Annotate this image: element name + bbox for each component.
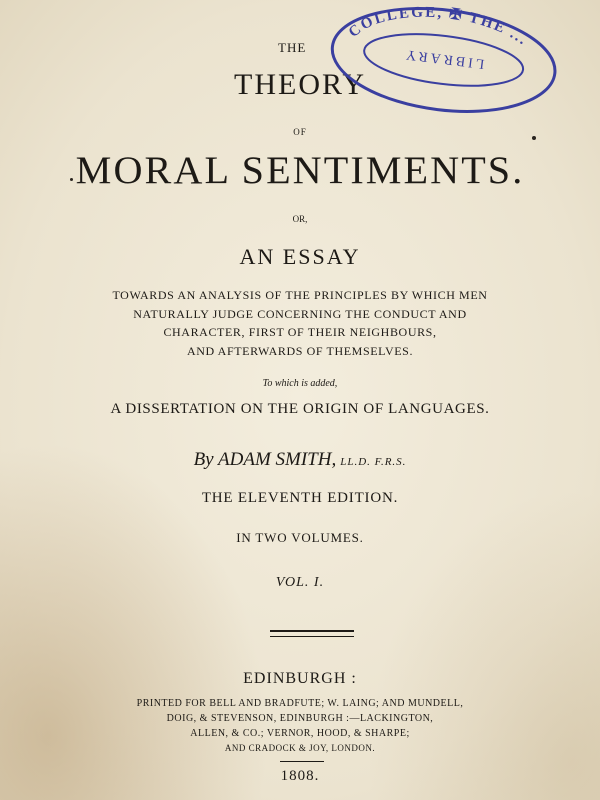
stamp-inner-text: LIBRARY bbox=[402, 46, 486, 71]
author-name: By ADAM SMITH, bbox=[193, 449, 337, 470]
dissertation-title: A DISSERTATION ON THE ORIGIN OF LANGUAGES. bbox=[110, 401, 490, 417]
title-theory: THEORY bbox=[234, 68, 366, 101]
subtitle-line: TOWARDS AN ANALYSIS OF THE PRINCIPLES BY WHICH MEN bbox=[112, 288, 488, 302]
ink-speck bbox=[70, 178, 73, 181]
publication-year: 1808. bbox=[280, 768, 320, 784]
an-essay-heading: AN ESSAY bbox=[239, 244, 361, 269]
short-rule-divider bbox=[280, 761, 324, 763]
library-stamp bbox=[320, 0, 568, 126]
imprint-place: EDINBURGH : bbox=[243, 670, 357, 687]
ink-speck bbox=[532, 136, 536, 140]
double-rule-divider bbox=[270, 630, 354, 637]
stamp-outer-text: COLLEGE, ✠ THE ... bbox=[345, 4, 532, 50]
added-note: To which is added, bbox=[262, 378, 338, 389]
title-of: OF bbox=[293, 127, 307, 137]
volumes-line: IN TWO VOLUMES. bbox=[236, 530, 364, 545]
title-the: THE bbox=[278, 40, 307, 55]
imprint-line: AND CRADOCK & JOY, LONDON. bbox=[224, 743, 376, 753]
author-line bbox=[0, 449, 600, 471]
title-or: OR, bbox=[292, 214, 308, 224]
subtitle-line: CHARACTER, FIRST OF THEIR NEIGHBOURS, bbox=[163, 325, 437, 339]
imprint-line: ALLEN, & CO.; VERNOR, HOOD, & SHARPE; bbox=[190, 728, 410, 739]
imprint-line: PRINTED FOR BELL AND BRADFUTE; W. LAING; AND MUNDELL, bbox=[136, 698, 464, 709]
edition-line: THE ELEVENTH EDITION. bbox=[201, 490, 399, 506]
volume-number: VOL. I. bbox=[275, 575, 325, 590]
subtitle-line: NATURALLY JUDGE CONCERNING THE CONDUCT AND bbox=[133, 307, 467, 321]
main-title: MORAL SENTIMENTS. bbox=[75, 149, 525, 192]
subtitle-line: AND AFTERWARDS OF THEMSELVES. bbox=[186, 344, 414, 358]
imprint-line: DOIG, & STEVENSON, EDINBURGH :—LACKINGTON, bbox=[166, 713, 434, 724]
author-degrees: LL.D. F.R.S. bbox=[340, 456, 407, 468]
library-stamp-graphic bbox=[320, 0, 568, 126]
